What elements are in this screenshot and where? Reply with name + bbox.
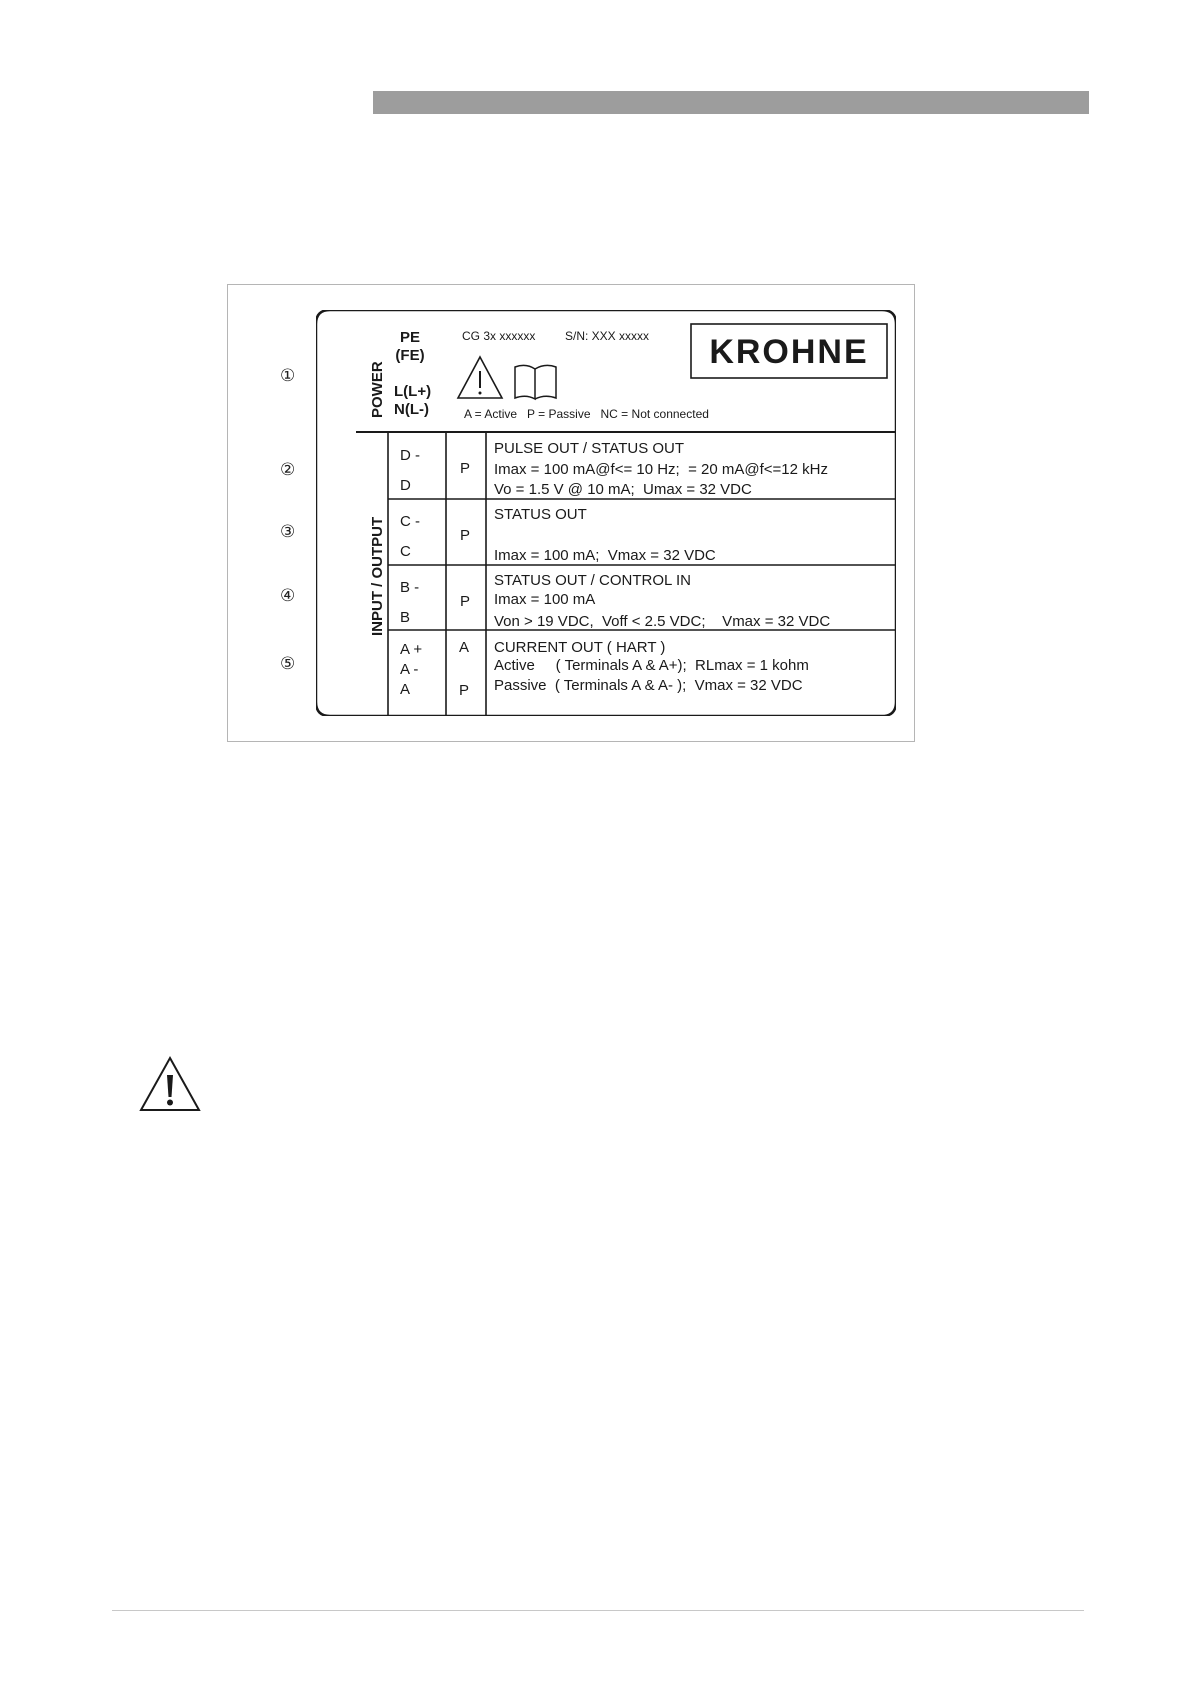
warning-triangle-icon xyxy=(138,1055,202,1113)
section-header-bar xyxy=(373,91,1089,114)
terminal-label: C - xyxy=(400,513,420,530)
callout-5: ⑤ xyxy=(280,654,296,674)
mode-label: A xyxy=(459,639,470,656)
fe-terminal: (FE) xyxy=(395,347,425,364)
terminal-label: D xyxy=(400,477,411,494)
terminal-label: D - xyxy=(400,447,420,464)
brand-logo: KROHNE xyxy=(709,333,869,371)
n-terminal: N(L-) xyxy=(394,401,429,418)
mode-label: P xyxy=(459,682,470,699)
row-heading: STATUS OUT / CONTROL IN xyxy=(494,572,691,589)
power-title: POWER xyxy=(369,361,386,418)
mode-label: P xyxy=(460,593,471,610)
callout-3: ③ xyxy=(280,522,296,542)
io-row-b xyxy=(400,572,830,630)
row-heading: STATUS OUT xyxy=(494,506,587,523)
terminal-label: A xyxy=(400,681,411,698)
terminal-label: B - xyxy=(400,579,420,596)
pe-terminal: PE xyxy=(399,329,421,346)
row-spec: Imax = 100 mA xyxy=(494,591,596,608)
terminal-label: B xyxy=(400,609,411,626)
terminal-nameplate xyxy=(316,310,896,716)
row-heading: CURRENT OUT ( HART ) xyxy=(494,639,666,656)
terminal-label: A - xyxy=(400,661,419,678)
callout-2: ② xyxy=(280,460,296,480)
manual-book-icon xyxy=(515,365,556,399)
serial-number: S/N: XXX xxxxx xyxy=(565,329,650,343)
warning-triangle-icon xyxy=(458,357,502,398)
row-spec: Imax = 100 mA; Vmax = 32 VDC xyxy=(494,547,716,564)
row-spec: Passive ( Terminals A & A- ); Vmax = 32 VDC xyxy=(494,677,803,694)
terminal-label: C xyxy=(400,543,411,560)
row-spec: Active ( Terminals A & A+); RLmax = 1 kohm xyxy=(494,657,809,674)
row-spec: Von > 19 VDC, Voff < 2.5 VDC; Vmax = 32 VDC xyxy=(494,613,831,630)
mode-legend: A = Active P = Passive NC = Not connected xyxy=(464,407,709,421)
callout-4: ④ xyxy=(280,586,296,606)
mode-label: P xyxy=(460,460,471,477)
footer-divider xyxy=(112,1610,1084,1611)
io-row-a xyxy=(400,639,809,699)
terminal-label: A + xyxy=(400,641,423,658)
row-spec: Vo = 1.5 V @ 10 mA; Umax = 32 VDC xyxy=(494,481,752,498)
cg-code: CG 3x xxxxxx xyxy=(462,329,536,343)
io-row-d xyxy=(400,440,828,498)
io-title: INPUT / OUTPUT xyxy=(369,516,386,636)
l-terminal: L(L+) xyxy=(394,383,432,400)
mode-label: P xyxy=(460,527,471,544)
row-heading: PULSE OUT / STATUS OUT xyxy=(494,440,685,457)
io-row-c xyxy=(400,506,716,564)
row-spec: Imax = 100 mA@f<= 10 Hz; = 20 mA@f<=12 kHz xyxy=(494,461,828,478)
callout-1: ① xyxy=(280,366,296,386)
